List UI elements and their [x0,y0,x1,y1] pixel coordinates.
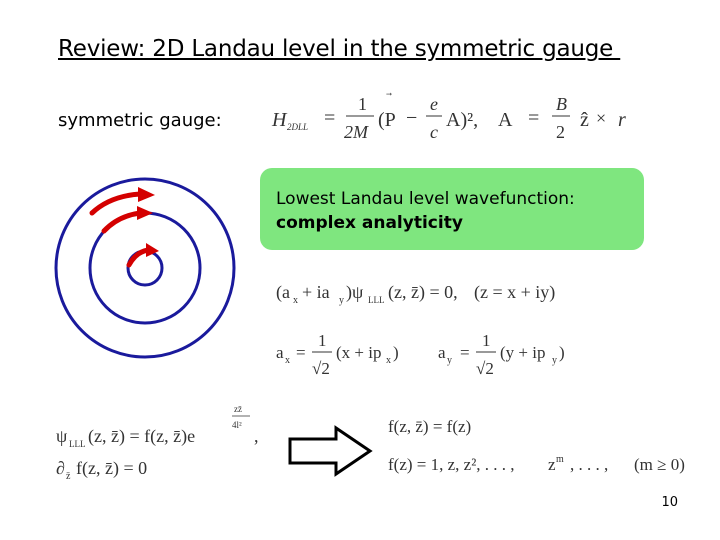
svg-text:zz̄: zz̄ [234,404,242,414]
svg-text:x: x [293,295,298,306]
outer-orbit [56,179,234,357]
svg-text:f(z) = 1, z, z², . . . ,: f(z) = 1, z, z², . . . , [388,455,515,474]
svg-text:=: = [460,343,470,362]
svg-text:∂: ∂ [56,458,65,478]
svg-text:=: = [296,343,306,362]
slide-title: Review: 2D Landau level in the symmetric gauge [58,36,621,62]
svg-text:r: r [618,109,626,131]
svg-text:x: x [285,355,290,366]
svg-text:c: c [430,122,438,142]
svg-text:f(z, z̄) = 0: f(z, z̄) = 0 [76,458,148,478]
svg-text:LLL: LLL [69,439,86,449]
svg-text:, . . . ,: , . . . , [570,455,609,474]
svg-text:(y + ip: (y + ip [500,343,546,362]
svg-text:(a: (a [276,282,290,302]
svg-text:e: e [430,94,438,114]
svg-text:(P: (P [378,109,396,131]
svg-text:A)²,: A)², [446,109,479,131]
svg-text:): ) [559,343,565,362]
svg-text:m: m [556,454,564,465]
gauge-label: symmetric gauge: [58,110,222,131]
outer-arrow-head [138,187,155,202]
svg-text:2: 2 [556,122,565,142]
outer-arrow-arc [92,194,140,213]
svg-text:)ψ: )ψ [346,282,364,302]
middle-arrow-head [137,206,153,220]
svg-text:−: − [406,107,418,129]
svg-text:f(z, z̄) = f(z): f(z, z̄) = f(z) [388,417,472,436]
svg-text:1: 1 [358,94,367,114]
callout-line1: Lowest Landau level wavefunction: [276,189,575,209]
svg-text:a: a [438,343,446,362]
svg-text:(z, z̄) = f(z, z̄)e: (z, z̄) = f(z, z̄)e [88,426,196,446]
svg-text:y: y [447,355,452,366]
svg-text:x: x [386,355,391,366]
svg-text:=: = [324,107,336,129]
page-number: 10 [661,495,678,510]
svg-text:,: , [254,426,259,446]
svg-text:H: H [272,109,287,131]
svg-text:+ ia: + ia [302,282,330,302]
svg-text:2M: 2M [344,122,368,142]
svg-text:LLL: LLL [368,295,385,305]
svg-text:A: A [498,109,513,131]
svg-text:(x + ip: (x + ip [336,343,382,362]
svg-text:1: 1 [482,331,491,350]
inner-arrow-arc [129,250,148,265]
svg-text:(z = x + iy): (z = x + iy) [474,282,556,302]
svg-text:√2: √2 [476,359,494,378]
svg-text:B: B [556,94,567,114]
svg-text:y: y [552,355,557,366]
svg-text:z: z [548,455,556,474]
svg-text:×: × [596,108,607,128]
svg-text:ẑ: ẑ [580,109,589,131]
hamiltonian-subscript: 2DLL [287,122,309,132]
svg-text:z̄: z̄ [66,471,71,482]
svg-text:=: = [528,107,540,129]
svg-text:4l²: 4l² [232,420,242,430]
svg-text:y: y [339,295,344,306]
svg-text:(z, z̄) = 0,: (z, z̄) = 0, [388,282,458,302]
svg-text:a: a [276,343,284,362]
svg-text:): ) [393,343,399,362]
svg-text:(m ≥ 0): (m ≥ 0) [634,455,685,474]
svg-text:1: 1 [318,331,327,350]
callout-line2: complex analyticity [276,213,463,233]
svg-text:√2: √2 [312,359,330,378]
middle-arrow-arc [104,213,140,231]
svg-text:ψ: ψ [56,426,68,446]
